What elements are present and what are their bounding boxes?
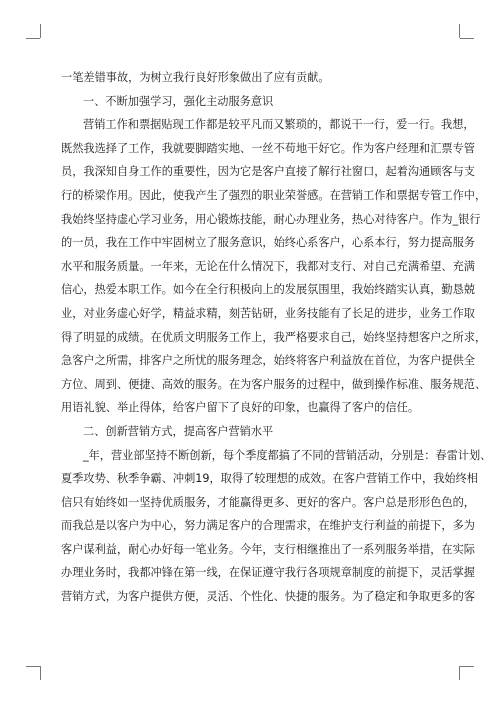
text-line: _年，营业部坚持不断创新，每个季度都搞了不同的营销活动，分别是：春雷计划、 [83, 448, 492, 462]
text-line: 营销工作和票据贴现工作都是较平凡而又繁琐的，都说干一行，爱一行。我想， [83, 118, 475, 132]
text-line: 行的桥梁作用。因此，使我产生了强烈的职业荣誉感。在营销工作和票据专管工作中， [61, 188, 487, 202]
text-line: 用语礼貌、举止得体，给客户留下了良好的印象，也赢得了客户的信任。 [61, 401, 420, 415]
text-line: 方位、周到、便捷、高效的服务。在为客户服务的过程中，做到操作标准、服务规范、 [61, 377, 487, 391]
text-line: 的一员，我在工作中牢固树立了服务意识，始终心系客户，心系本行，努力提高服务 [61, 236, 475, 250]
text-line: 信只有始终如一坚持优质服务，才能赢得更多、更好的客户。客户总是形形色色的， [61, 495, 475, 509]
text-line: 水平和服务质量。一年来，无论在什么情况下，我都对支行、对自己充满希望、充满 [61, 259, 475, 273]
text-line: 办理业务时，我都冲锋在第一线，在保证遵守我行各项规章制度的前提下，灵活掌握 [61, 566, 475, 580]
text-line: 既然我选择了工作，我就要脚踏实地、一丝不苟地干好它。作为客户经理和汇票专管 [61, 141, 475, 155]
text-line: 急客户之所需，排客户之所忧的服务理念，始终将客户利益放在首位，为客户提供全 [61, 354, 475, 368]
text-line: 客户谋利益，耐心办好每一笔业务。今年，支行相继推出了一系列服务举措，在实际 [61, 542, 475, 556]
text-line: 员，我深知自身工作的重要性，因为它是客户直接了解行社窗口，起着沟通顾客与支 [61, 165, 475, 179]
text-line: 信心，热爱本职工作。如今在全行积极向上的发展氛围里，我始终踏实认真，勤恳兢 [61, 283, 475, 297]
text-line: 夏季攻势、秋季争霸、冲刺19，取得了较理想的成效。在客户营销工作中，我始终相 [61, 472, 478, 486]
section-heading: 二、创新营销方式，提高客户营销水平 [83, 424, 274, 438]
section-heading: 一、不断加强学习，强化主动服务意识 [83, 94, 274, 108]
text-line: 一笔差错事故，为树立我行良好形象做出了应有贡献。 [61, 71, 330, 84]
text-line: 我始终坚持虚心学习业务，用心锻炼技能，耐心办理业务，热心对待客户。作为_银行 [61, 212, 481, 226]
text-line: 营销方式，为客户提供方便，灵活、个性化、快捷的服务。为了稳定和争取更多的客 [61, 590, 475, 604]
text-line: 得了明显的成绩。在优质文明服务工作上，我严格要求自己，始终坚持想客户之所求， [61, 330, 487, 344]
text-line: 而我总是以客户为中心，努力满足客户的合理需求，在维护支行利益的前提下，多为 [61, 519, 475, 533]
text-line: 业，对业务虚心好学，精益求精，刻苦钻研，业务技能有了长足的进步，业务工作取 [61, 306, 475, 320]
document-body [61, 66, 492, 609]
